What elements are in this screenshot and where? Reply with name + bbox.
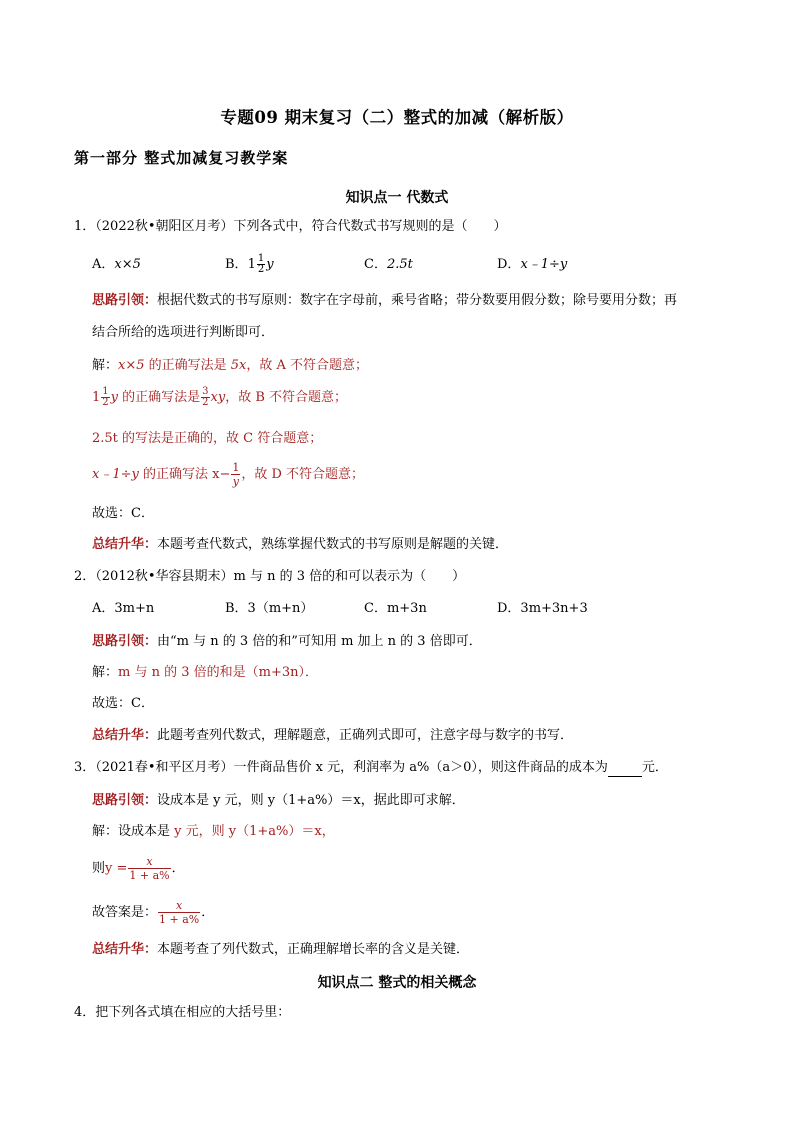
q2-option-b: B．3（m+n） [225,601,314,616]
q3-answer: 故答案是： $\frac{x}{1 + a\%}$ ． [92,899,215,926]
q1-answer: 故选：C． [92,506,154,521]
q1-solution-1: 解：x×5 的正确写法是 5x，故 A 不符合题意； [92,358,369,373]
q1-hint-cont: 结合所给的选项进行判断即可． [92,325,275,340]
question-stem: 下列各式中，符合代数式书写规则的是（ ） [233,219,507,234]
question-4: 4．把下列各式填在相应的大括号里： [74,1005,291,1020]
q2-option-c: C．m+3n [364,601,427,616]
question-1 [74,218,507,236]
q1-solution-3: 2.5t 的写法是正确的，故 C 符合题意； [92,431,323,446]
q1-summary: 总结升华：本题考查代数式，熟练掌握代数式的书写原则是解题的关键． [92,537,509,552]
q1-option-d: D．x﹣1÷y [497,257,568,272]
q1-option-c: C．2.5t [364,257,413,272]
q2-summary: 总结升华：此题考查列代数式，理解题意，正确列式即可，注意字母与数字的书写． [92,728,574,743]
document-title: 专题09 期末复习（二）整式的加减（解析版） [220,108,574,127]
question-3: 3．（2021春•和平区月考）一件商品售价 x 元，利润率为 a%（a＞0），则这件商品的成本为 元． [74,760,668,775]
question-number: 1． [74,219,96,234]
part-heading: 第一部分 整式加减复习教学案 [74,149,289,167]
mixed-fraction: $\frac{1}{2}$ [257,253,265,275]
q3-solution: 解：设成本是 y 元，则 y（1+a%）＝x， [92,824,335,839]
q2-solution: 解：m 与 n 的 3 倍的和是（m+3n）． [92,665,319,680]
q1-hint: 思路引领：根据代数式的书写原则：数字在字母前，乘号省略；带分数要用假分数；除号要用分数；再 [92,293,678,308]
q2-option-d: D．3m+3n+3 [497,601,588,616]
summary-label: 总结升华： [92,537,158,552]
q1-option-a: A．x×5 [92,257,141,272]
q1-option-b: B．1 $\frac{1}{2}$ y [225,253,274,275]
q2-hint: 思路引领：由“m 与 n 的 3 倍的和”可知用 m 加上 n 的 3 倍即可． [92,634,482,649]
q1-solution-4: x﹣1÷y 的正确写法 x− $\frac{1}{y}$ ，故 D 不符合题意； [92,461,365,488]
answer-blank [608,763,642,777]
q3-hint: 思路引领：设成本是 y 元，则 y（1+a%）＝x，据此即可求解． [92,793,465,808]
q3-summary: 总结升华：本题考查了列代数式，正确理解增长率的含义是关键． [92,942,470,957]
hint-label: 思路引领： [92,293,158,308]
q1-solution-2: 1 $\frac{1}{2}$ y 的正确写法是 $\frac{3}{2}$ xy，故 B 不符合题意； [92,386,348,408]
question-2: 2．（2012秋•华容县期末）m 与 n 的 3 倍的和可以表示为（ ） [74,569,466,584]
q2-option-a: A．3m+n [92,601,155,616]
q3-solution-eq: 则y = $\frac{x}{1 + a\%}$ ． [92,855,185,882]
q2-answer: 故选：C． [92,696,154,711]
section-heading-1: 知识点一 代数式 [345,190,449,206]
section-heading-2: 知识点二 整式的相关概念 [317,975,477,991]
question-source: （2022秋•朝阳区月考） [95,219,234,234]
